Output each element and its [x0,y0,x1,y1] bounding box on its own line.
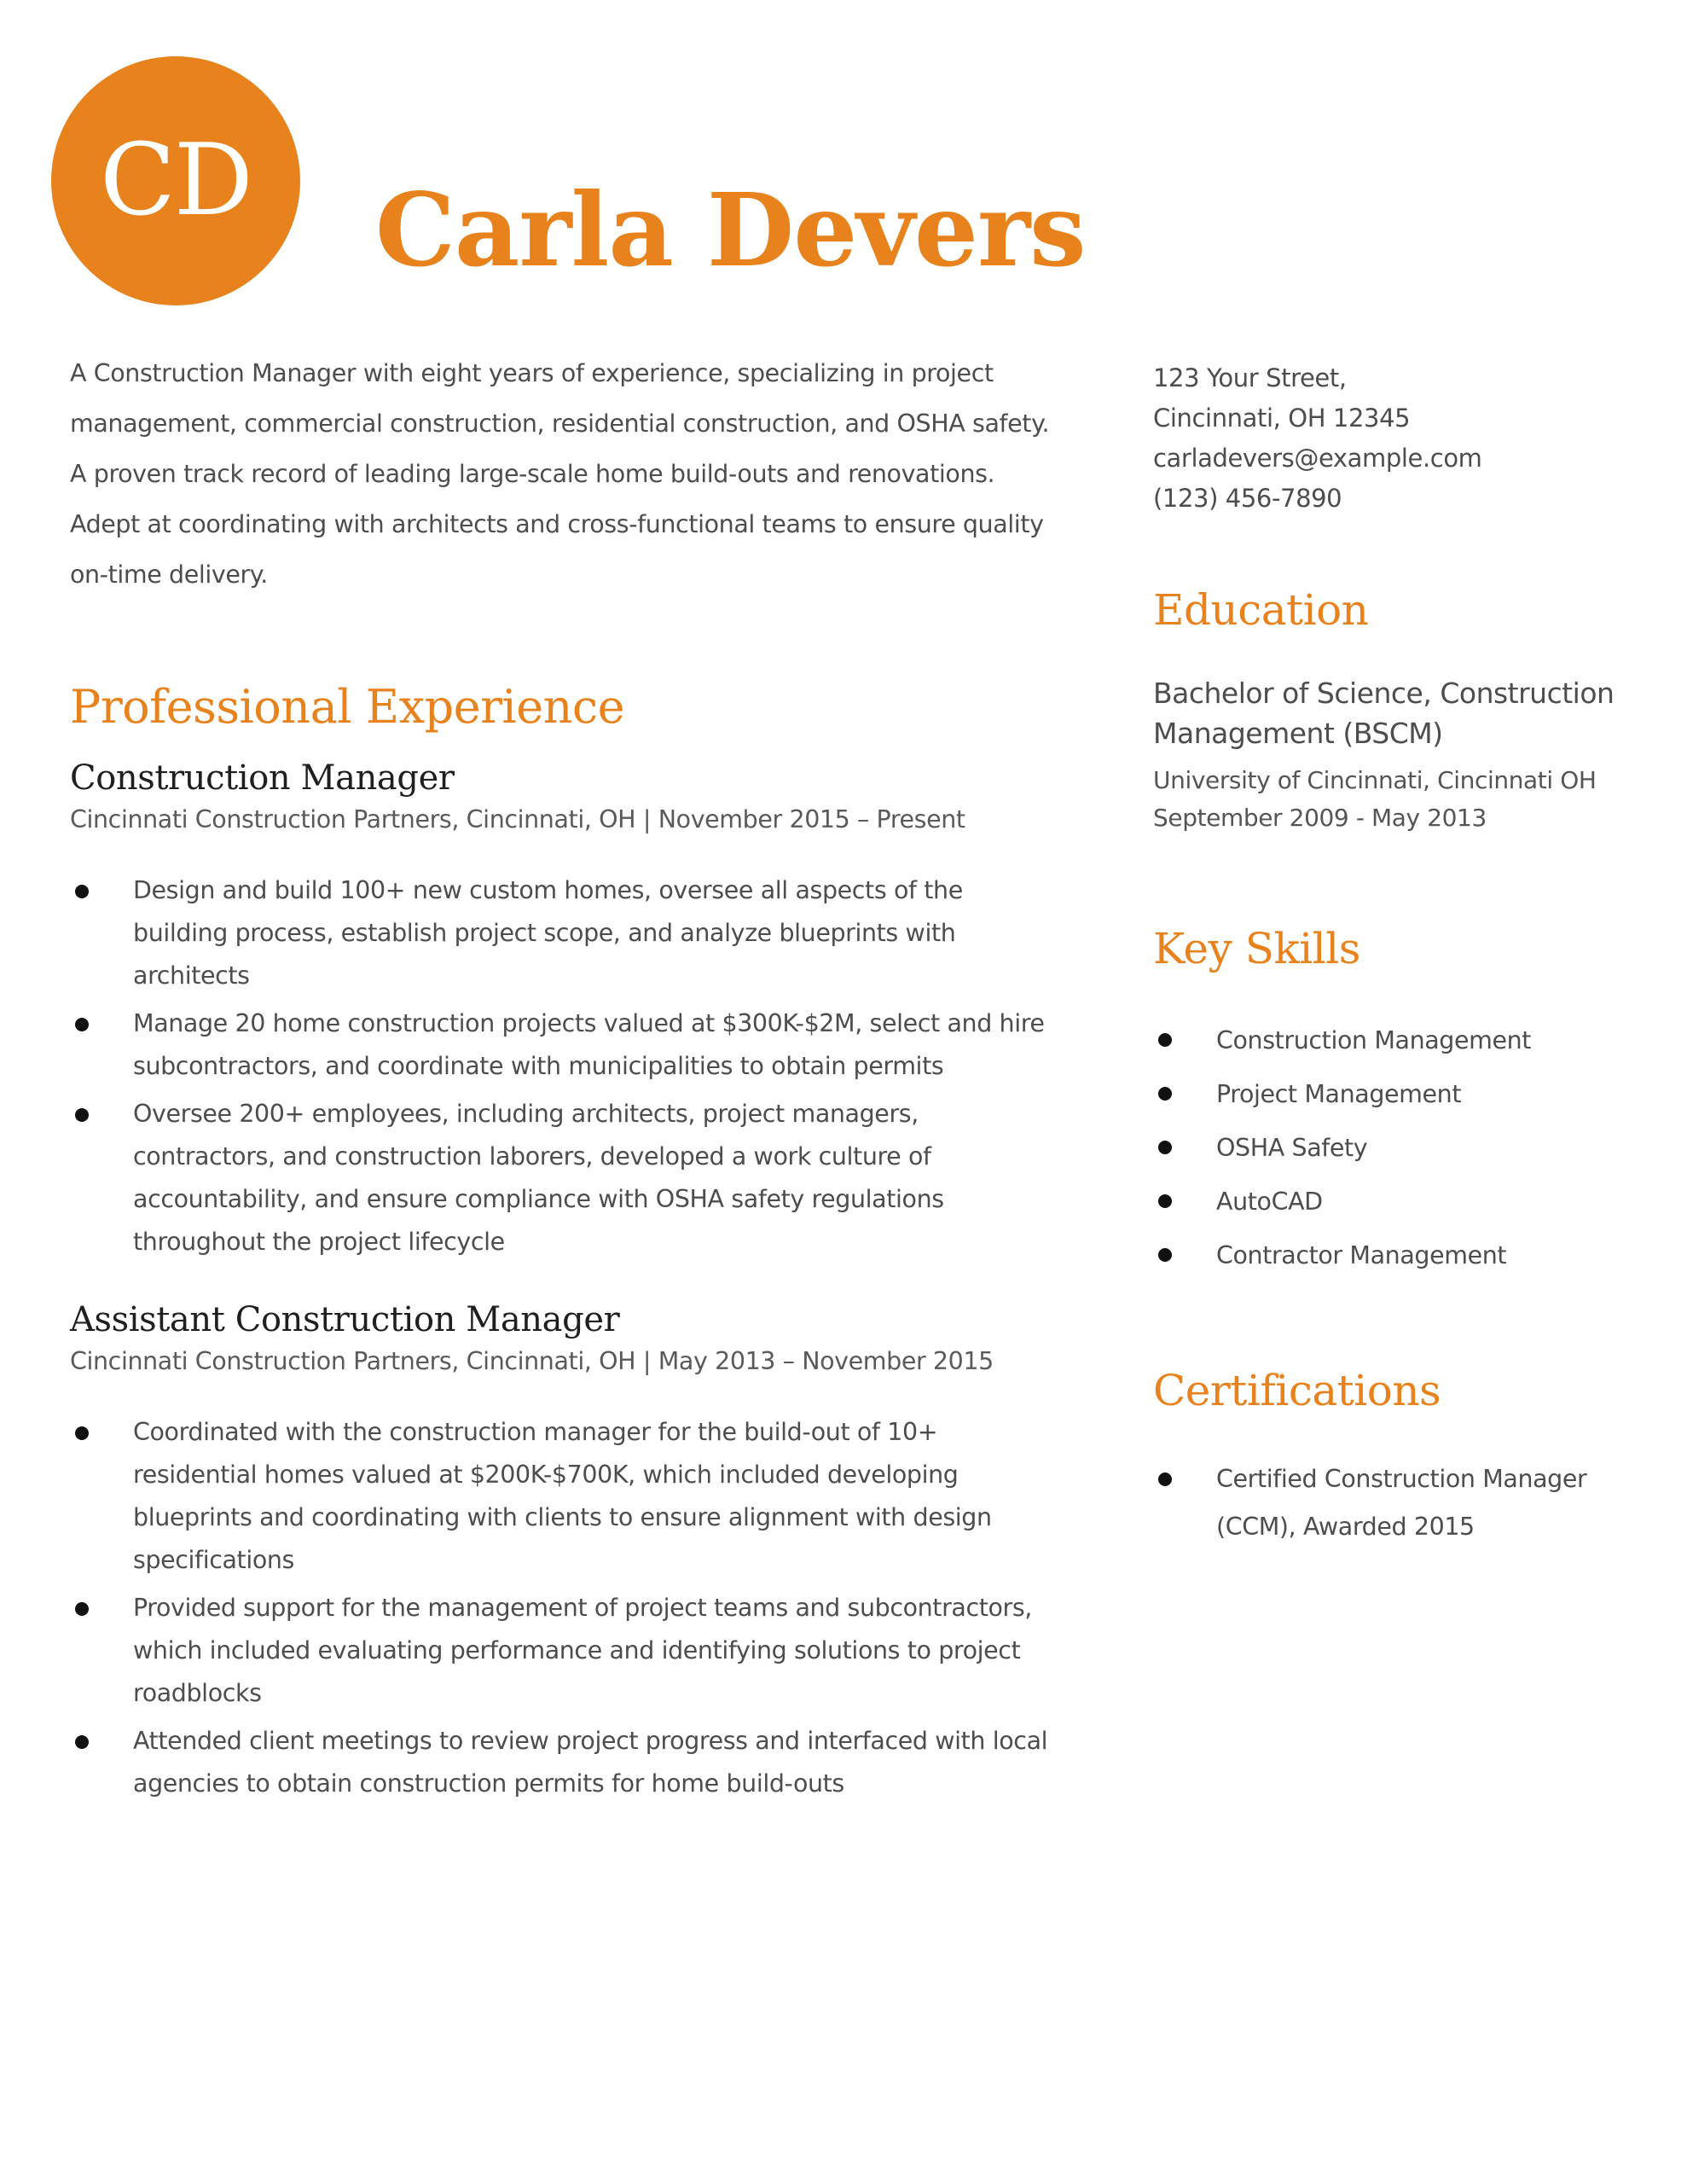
job-bullet [70,869,1059,997]
education-degree: Bachelor of Science, Construction Management (BSCM) [1153,677,1615,750]
job-bullet-text: Manage 20 home construction projects valued at $300K-$2M, select and hire subcontractors, and coordinate with municipalities to obtain permits [133,1009,1045,1081]
job-bullet-text: Oversee 200+ employees, including architects, project managers, contractors, and construction laborers, developed a work culture of accountability, and ensure compliance with OSHA safety regulations throughout the project lifecycle [133,1100,944,1257]
contact-phone: (123) 456-7890 [1153,484,1342,513]
job-bullet-text: Design and build 100+ new custom homes, oversee all aspects of the building process, establish project scope, and analyze blueprints with architects [133,876,963,990]
job-entry [70,1301,1059,1805]
main-column [70,348,1059,1810]
certification-text: Certified Construction Manager (CCM), Awarded 2015 [1216,1465,1587,1541]
certification-item [1153,1455,1631,1551]
skill-text: Project Management [1216,1080,1462,1108]
job-bullet [70,1411,1059,1582]
education-heading: Education [1153,585,1369,635]
candidate-name: Carla Devers [375,171,1086,290]
bullet-icon [75,1018,89,1031]
education-school: University of Cincinnati, Cincinnati OH [1153,766,1597,794]
job-bullet [70,1720,1059,1805]
certifications-heading: Certifications [1153,1366,1441,1415]
bullet-icon [1158,1033,1172,1047]
skill-item [1153,1175,1631,1228]
contact-city: Cincinnati, OH 12345 [1153,404,1411,433]
summary-paragraph: A Construction Manager with eight years of experience, specializing in project management, commercial construction, residential construction, and OSHA safety. A proven track record of leading large-scale home build-outs and renovations. Adept at coordinating with architects and cross-functional teams to ensure quality on-time delivery. [70,359,1050,589]
bullet-icon [75,1108,89,1122]
job-meta: Cincinnati Construction Partners, Cincinnati, OH | November 2015 – Present [70,805,965,834]
job-title: Assistant Construction Manager [70,1300,620,1340]
job-title: Construction Manager [70,758,455,799]
sidebar-column [1153,358,1631,1551]
bullet-icon [75,1426,89,1440]
job-bullet [70,1093,1059,1263]
bullet-icon [1158,1087,1172,1101]
monogram-initials: CD [100,123,252,238]
skill-item [1153,1228,1631,1282]
bullet-icon [75,1602,89,1616]
job-bullet-list [70,869,1059,1263]
bullet-icon [1158,1194,1172,1208]
skill-item [1153,1014,1631,1067]
job-bullet-text: Coordinated with the construction manager for the build-out of 10+ residential homes valued at $200K-$700K, which included developing blueprints and coordinating with clients to ensure alignment with design specifications [133,1418,992,1575]
bullet-icon [1158,1472,1172,1486]
skill-text: OSHA Safety [1216,1134,1368,1162]
contact-street: 123 Your Street, [1153,363,1347,392]
experience-heading: Professional Experience [70,680,625,734]
job-bullet [70,1587,1059,1715]
job-bullet [70,1002,1059,1088]
bullet-icon [1158,1248,1172,1262]
job-meta: Cincinnati Construction Partners, Cincinnati, OH | May 2013 – November 2015 [70,1347,994,1376]
job-bullet-text: Attended client meetings to review project progress and interfaced with local agencies to obtain construction permits for home build-outs [133,1727,1048,1798]
education-dates: September 2009 - May 2013 [1153,804,1487,832]
job-bullet-list [70,1411,1059,1805]
skills-heading: Key Skills [1153,924,1360,973]
contact-email: carladevers@example.com [1153,444,1482,473]
skill-text: Contractor Management [1216,1241,1507,1269]
contact-block [1153,358,1631,519]
bullet-icon [75,885,89,898]
skill-text: AutoCAD [1216,1188,1323,1216]
monogram-badge [51,56,300,305]
skill-item [1153,1067,1631,1121]
job-entry [70,759,1059,1263]
bullet-icon [1158,1141,1172,1154]
bullet-icon [75,1735,89,1749]
skill-text: Construction Management [1216,1026,1532,1054]
skill-item [1153,1121,1631,1175]
certifications-list [1153,1455,1631,1551]
skills-list [1153,1014,1631,1282]
job-bullet-text: Provided support for the management of project teams and subcontractors, which included evaluating performance and identifying solutions to project roadblocks [133,1594,1032,1708]
